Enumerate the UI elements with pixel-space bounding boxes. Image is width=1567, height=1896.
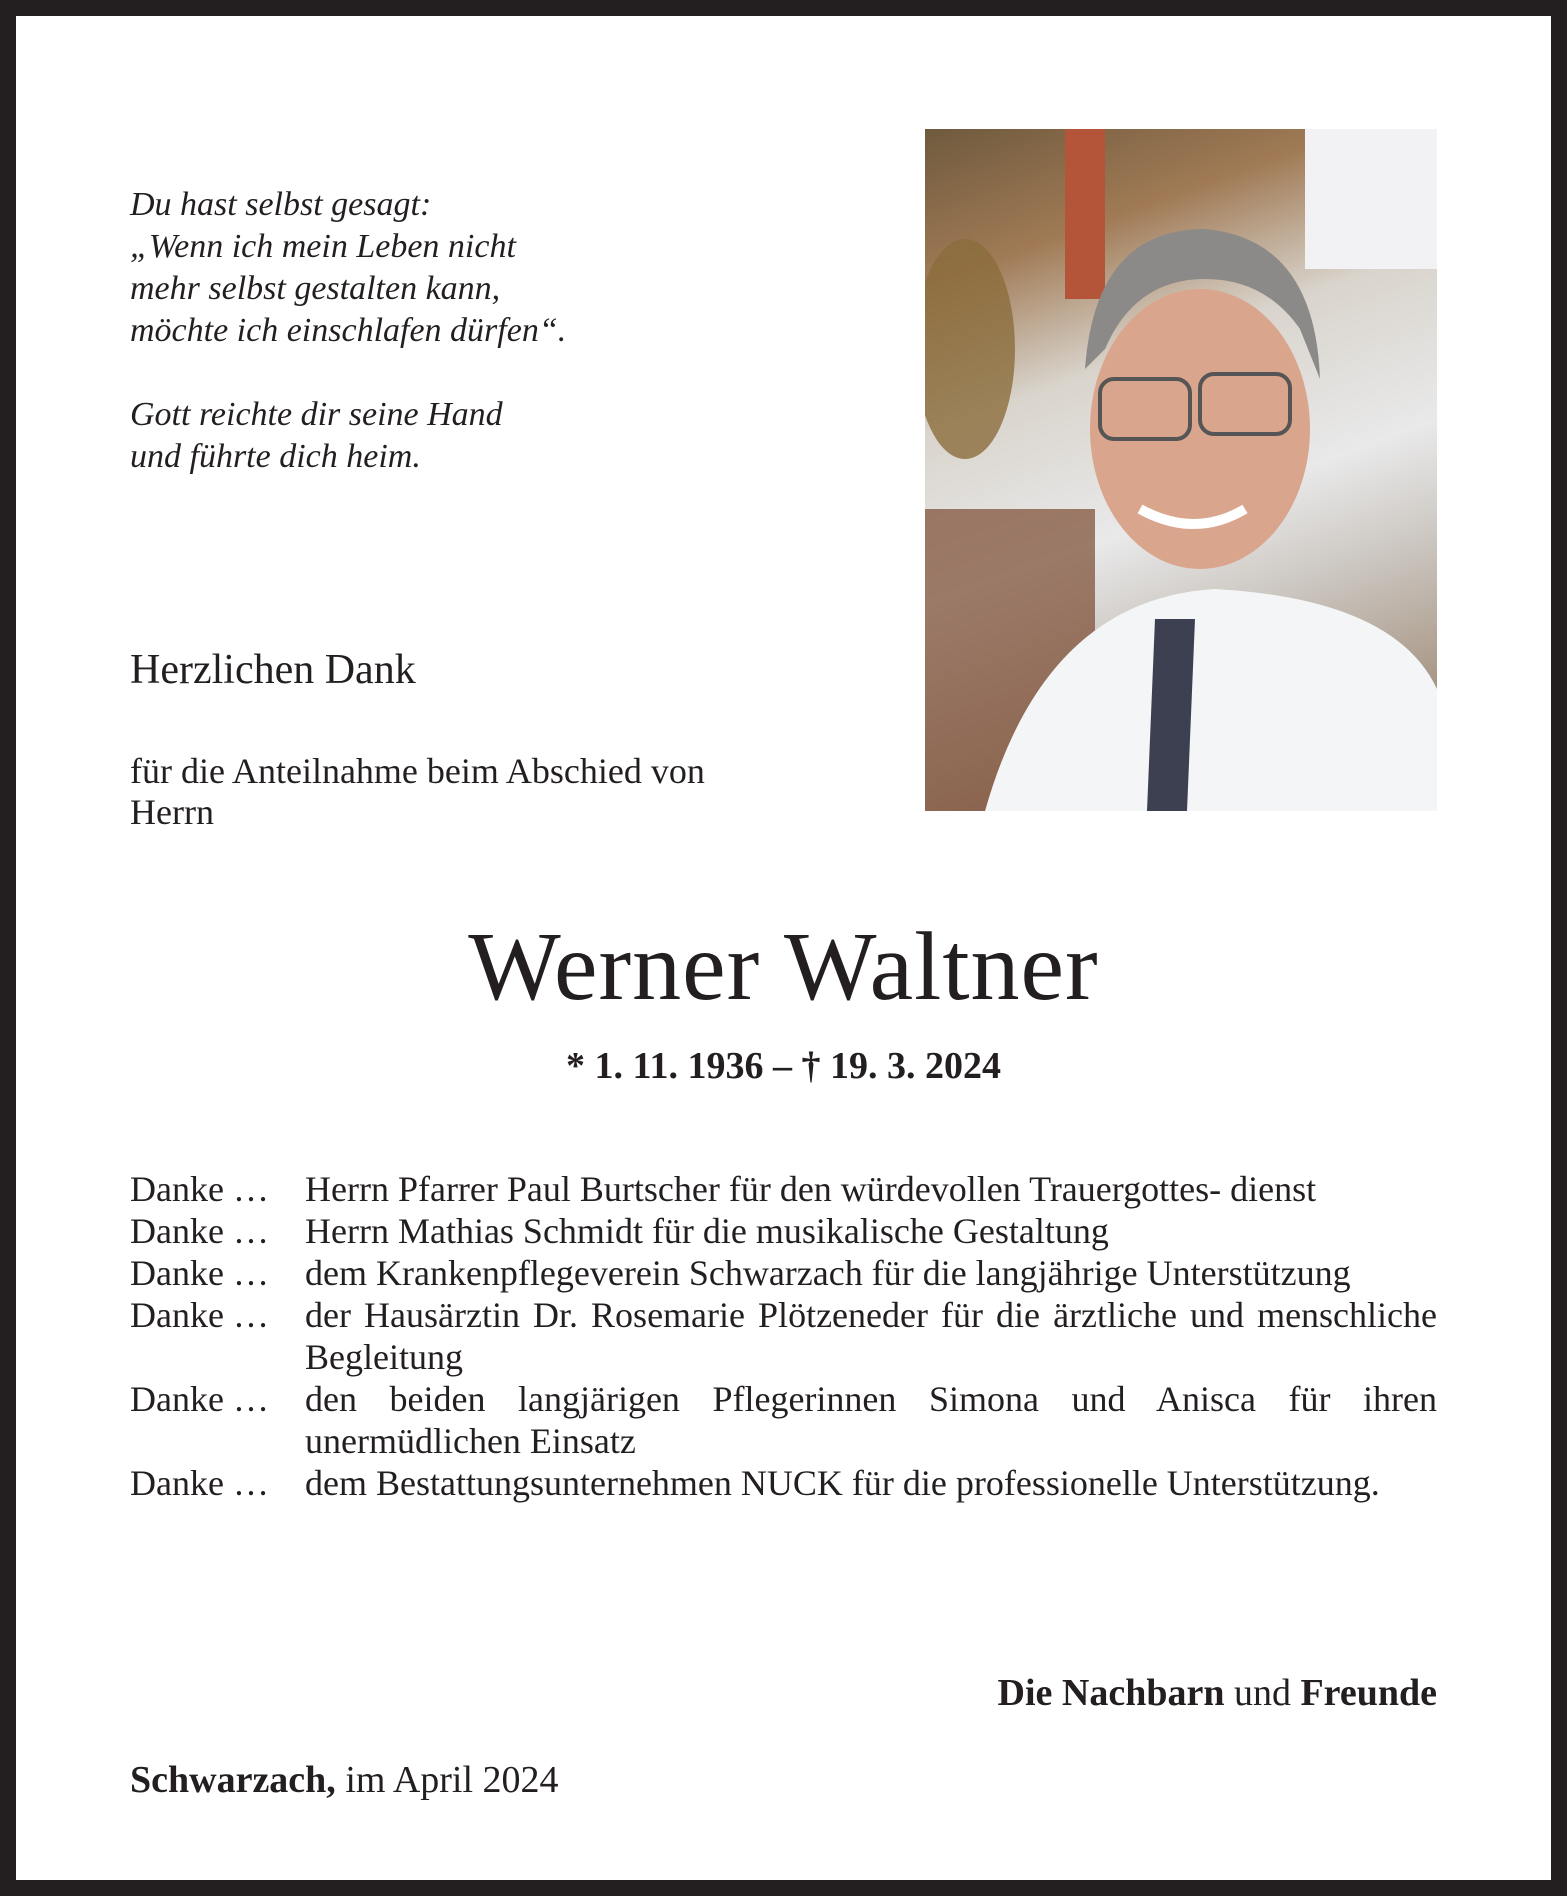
thanks-list bbox=[130, 1168, 1437, 1504]
thanks-title: Herzlichen Dank bbox=[130, 647, 416, 693]
thanks-text: der Hausärztin Dr. Rosemarie Plötzeneder für die ärztliche und menschliche Begleitung bbox=[305, 1295, 1437, 1377]
quote-line: möchte ich einschlafen dürfen“. bbox=[130, 312, 567, 349]
quote-line: und führte dich heim. bbox=[130, 438, 421, 475]
quote-line: mehr selbst gestalten kann, bbox=[130, 270, 501, 307]
thanks-label: Danke … bbox=[130, 1211, 269, 1251]
place-date-text: im April 2024 bbox=[335, 1759, 559, 1801]
thanks-label: Danke … bbox=[130, 1295, 269, 1335]
quote bbox=[130, 184, 566, 478]
thanks-subtitle-line: Herrn bbox=[130, 792, 214, 832]
signature bbox=[998, 1671, 1437, 1715]
obituary-page bbox=[16, 16, 1551, 1880]
thanks-subtitle-line: für die Anteilnahme beim Abschied von bbox=[130, 751, 705, 791]
signature-neighbors: Die Nachbarn bbox=[997, 1672, 1225, 1714]
thanks-item bbox=[130, 1168, 1437, 1210]
thanks-text: dem Krankenpflegeverein Schwarzach für die langjährige Unterstützung bbox=[305, 1253, 1351, 1293]
quote-line: „Wenn ich mein Leben nicht bbox=[130, 228, 516, 265]
signature-and: und bbox=[1224, 1672, 1301, 1714]
portrait-photo bbox=[925, 129, 1437, 811]
signature-friends: Freunde bbox=[1300, 1672, 1437, 1714]
thanks-text: Herrn Mathias Schmidt für die musikalische Gestaltung bbox=[305, 1211, 1109, 1251]
place-town: Schwarzach, bbox=[130, 1759, 336, 1801]
deceased-name: Werner Waltner bbox=[468, 913, 1099, 1021]
thanks-text: dem Bestattungsunternehmen NUCK für die professionelle Unterstützung. bbox=[305, 1463, 1380, 1503]
thanks-label: Danke … bbox=[130, 1169, 269, 1209]
thanks-item bbox=[130, 1378, 1437, 1462]
thanks-item bbox=[130, 1210, 1437, 1252]
place-date bbox=[130, 1758, 559, 1802]
life-dates: * 1. 11. 1936 – † 19. 3. 2024 bbox=[566, 1045, 1001, 1087]
quote-line: Du hast selbst gesagt: bbox=[130, 186, 432, 223]
quote-line: Gott reichte dir seine Hand bbox=[130, 396, 503, 433]
thanks-label: Danke … bbox=[130, 1379, 269, 1419]
thanks-text: den beiden langjärigen Pflegerinnen Simona und Anisca für ihren unermüdlichen Einsatz bbox=[305, 1379, 1437, 1461]
thanks-item bbox=[130, 1252, 1437, 1294]
thanks-label: Danke … bbox=[130, 1253, 269, 1293]
thanks-text: Herrn Pfarrer Paul Burtscher für den würdevollen Trauergottes- dienst bbox=[305, 1169, 1317, 1209]
thanks-item bbox=[130, 1294, 1437, 1378]
thanks-item bbox=[130, 1462, 1437, 1504]
thanks-label: Danke … bbox=[130, 1463, 269, 1503]
thanks-subtitle bbox=[130, 751, 705, 833]
